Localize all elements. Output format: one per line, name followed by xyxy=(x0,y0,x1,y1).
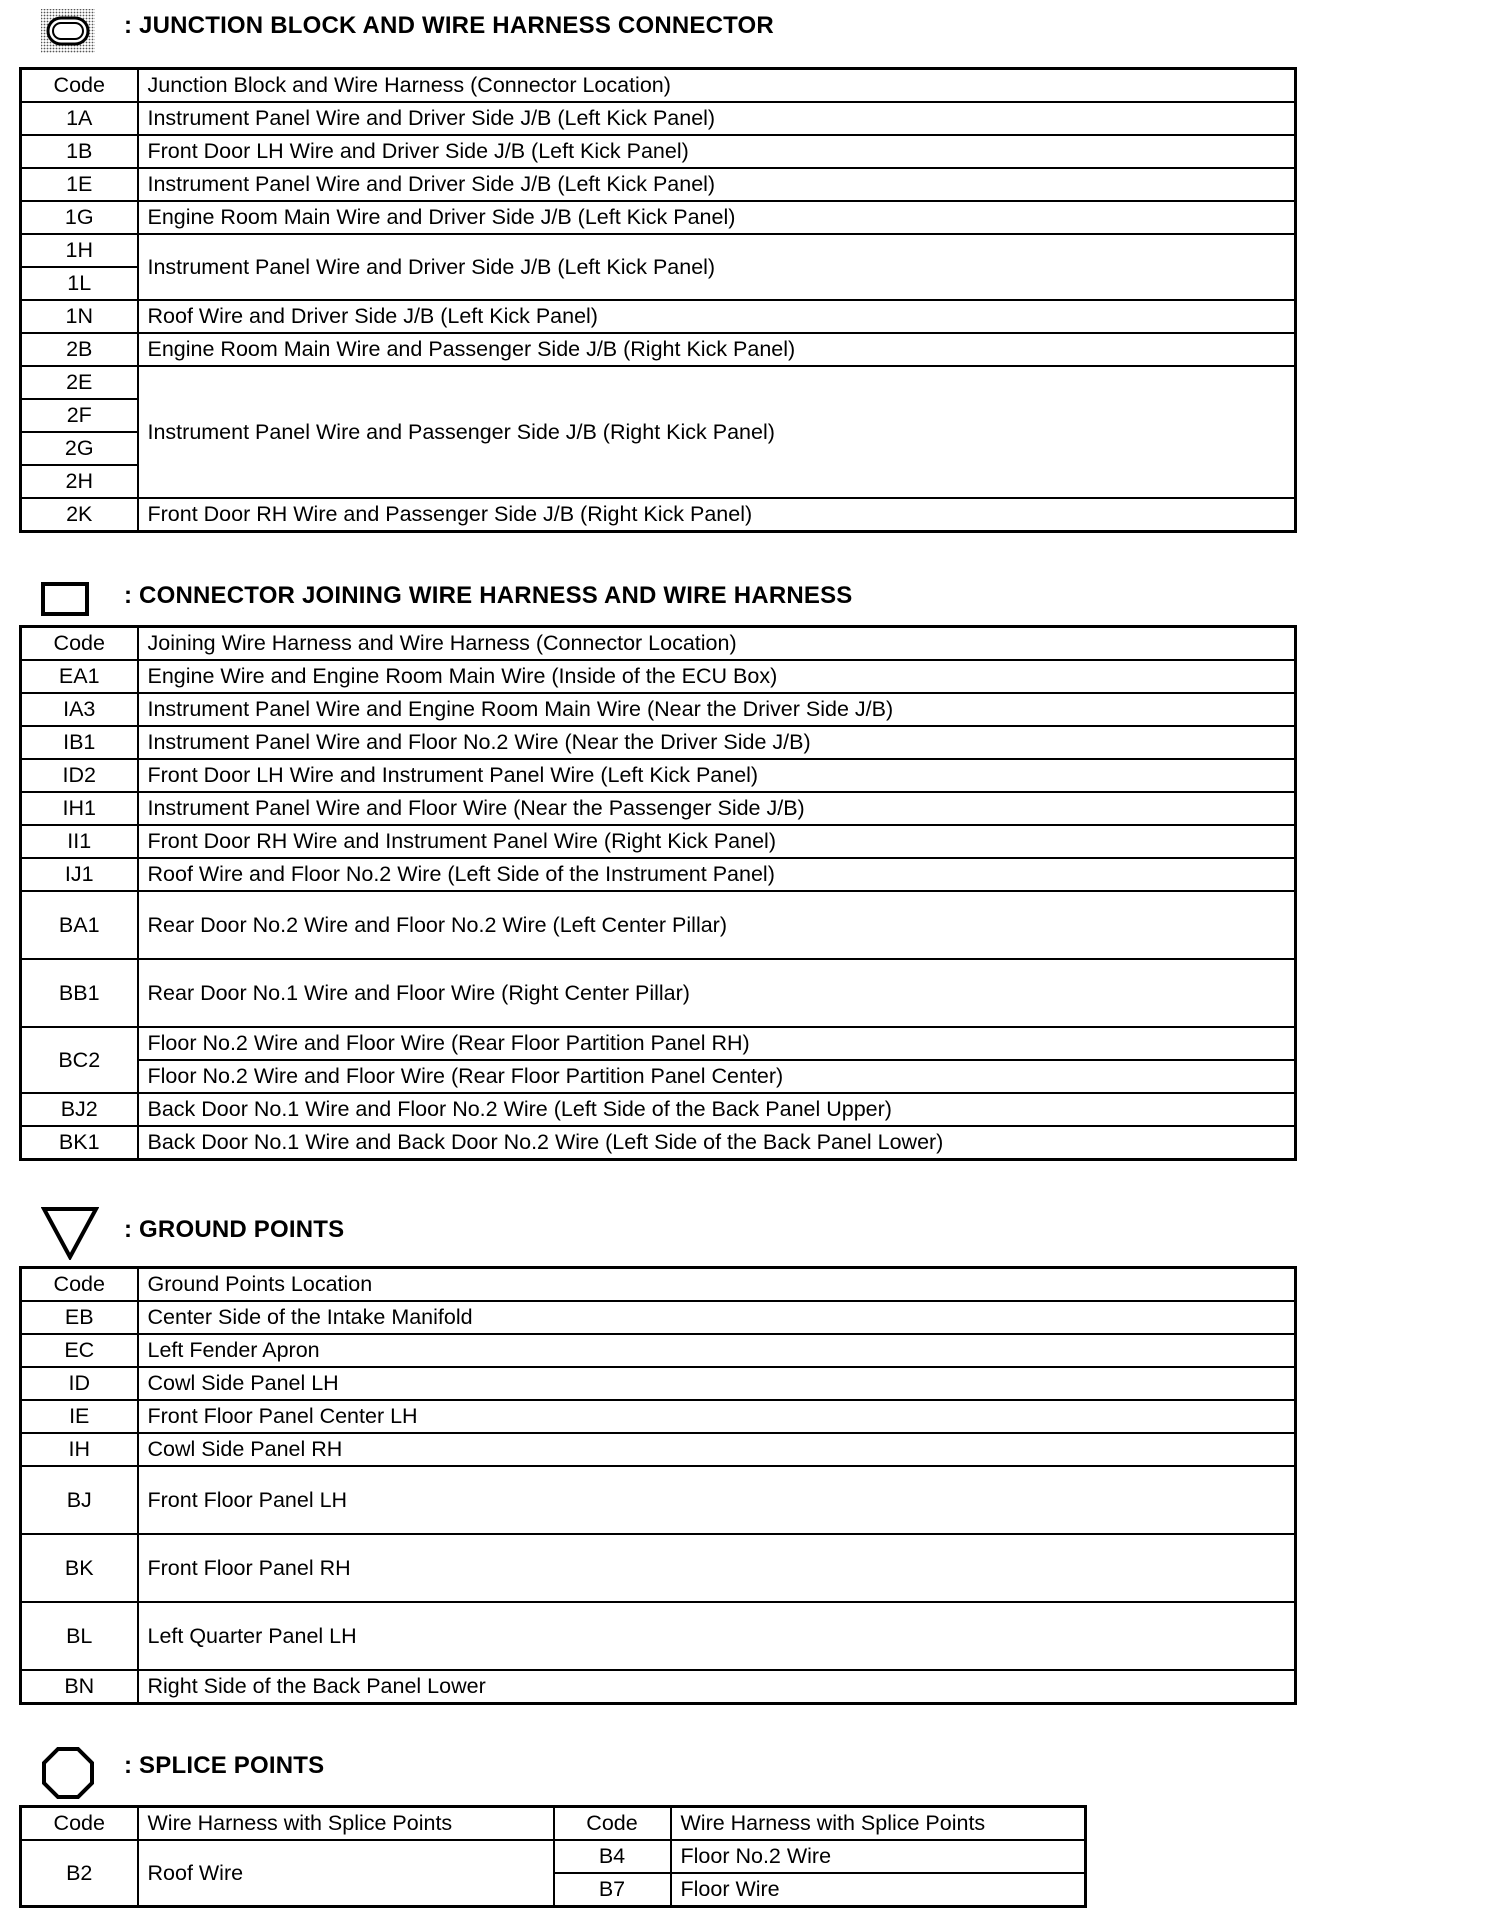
ground-location: Front Floor Panel RH xyxy=(138,1534,1296,1602)
connector-code: BJ2 xyxy=(21,1093,138,1126)
junction-block-title: : JUNCTION BLOCK AND WIRE HARNESS CONNECTOR xyxy=(124,12,774,39)
connector-location: Front Door RH Wire and Instrument Panel Wire (Right Kick Panel) xyxy=(138,825,1296,858)
ground-location: Cowl Side Panel RH xyxy=(138,1433,1296,1466)
table-row xyxy=(21,1670,1296,1704)
splice-code: B2 xyxy=(21,1840,138,1907)
connector-code: 2B xyxy=(21,333,138,366)
table-row xyxy=(21,792,1296,825)
table-row xyxy=(21,300,1296,333)
connector-code: BB1 xyxy=(21,959,138,1027)
ground-location: Center Side of the Intake Manifold xyxy=(138,1301,1296,1334)
ground-location: Right Side of the Back Panel Lower xyxy=(138,1670,1296,1704)
ground-triangle-icon xyxy=(41,1206,99,1260)
table-row xyxy=(21,660,1296,693)
connector-location: Back Door No.1 Wire and Floor No.2 Wire (Left Side of the Back Panel Upper) xyxy=(138,1093,1296,1126)
table-row xyxy=(21,959,1296,1027)
code-column-header: Code xyxy=(21,1268,138,1302)
description-column-header: Ground Points Location xyxy=(138,1268,1296,1302)
connector-location: Floor No.2 Wire and Floor Wire (Rear Floor Partition Panel Center) xyxy=(138,1060,1296,1093)
table-row xyxy=(21,693,1296,726)
connector-code: 2H xyxy=(21,465,138,498)
connector-location: Instrument Panel Wire and Floor Wire (Near the Passenger Side J/B) xyxy=(138,792,1296,825)
connector-location: Front Door LH Wire and Driver Side J/B (Left Kick Panel) xyxy=(138,135,1296,168)
table-row xyxy=(21,1060,1296,1093)
connector-location: Rear Door No.1 Wire and Floor Wire (Right Center Pillar) xyxy=(138,959,1296,1027)
code-column-header: Code xyxy=(21,69,138,103)
ground-code: BL xyxy=(21,1602,138,1670)
ground-location: Left Fender Apron xyxy=(138,1334,1296,1367)
ground-code: ID xyxy=(21,1367,138,1400)
table-row xyxy=(21,1840,1086,1873)
ground-code: EB xyxy=(21,1301,138,1334)
junction-block-table xyxy=(19,67,1297,533)
connector-location: Instrument Panel Wire and Passenger Side J/B (Right Kick Panel) xyxy=(138,366,1296,498)
connector-code: 1H xyxy=(21,234,138,267)
description-column-header: Junction Block and Wire Harness (Connector Location) xyxy=(138,69,1296,103)
connector-location: Instrument Panel Wire and Floor No.2 Wire (Near the Driver Side J/B) xyxy=(138,726,1296,759)
table-row xyxy=(21,1126,1296,1160)
description-column-header: Wire Harness with Splice Points xyxy=(671,1807,1086,1841)
ground-points-title: : GROUND POINTS xyxy=(124,1216,345,1243)
splice-wire-harness: Roof Wire xyxy=(138,1840,554,1907)
connector-box-icon xyxy=(41,582,89,616)
table-row xyxy=(21,1400,1296,1433)
connector-code: 1G xyxy=(21,201,138,234)
splice-points-title: : SPLICE POINTS xyxy=(124,1752,325,1779)
table-row xyxy=(21,498,1296,532)
connector-code: 2K xyxy=(21,498,138,532)
description-column-header: Joining Wire Harness and Wire Harness (Connector Location) xyxy=(138,627,1296,661)
table-row xyxy=(21,1534,1296,1602)
table-row xyxy=(21,366,1296,399)
table-row xyxy=(21,234,1296,267)
connector-location: Roof Wire and Driver Side J/B (Left Kick Panel) xyxy=(138,300,1296,333)
splice-wire-harness: Floor Wire xyxy=(671,1873,1086,1907)
table-row xyxy=(21,1093,1296,1126)
table-row xyxy=(21,1301,1296,1334)
table-header-row xyxy=(21,69,1296,103)
table-row xyxy=(21,201,1296,234)
connector-location: Floor No.2 Wire and Floor Wire (Rear Floor Partition Panel RH) xyxy=(138,1027,1296,1060)
connector-code: EA1 xyxy=(21,660,138,693)
connector-code: BK1 xyxy=(21,1126,138,1160)
connector-location: Front Door LH Wire and Instrument Panel Wire (Left Kick Panel) xyxy=(138,759,1296,792)
ground-code: IH xyxy=(21,1433,138,1466)
connector-code: IB1 xyxy=(21,726,138,759)
ground-code: IE xyxy=(21,1400,138,1433)
connector-location: Instrument Panel Wire and Engine Room Main Wire (Near the Driver Side J/B) xyxy=(138,693,1296,726)
connector-code: ID2 xyxy=(21,759,138,792)
connector-code: IH1 xyxy=(21,792,138,825)
table-row xyxy=(21,759,1296,792)
connector-code: II1 xyxy=(21,825,138,858)
connector-location: Back Door No.1 Wire and Back Door No.2 Wire (Left Side of the Back Panel Lower) xyxy=(138,1126,1296,1160)
table-row xyxy=(21,1334,1296,1367)
ground-location: Front Floor Panel Center LH xyxy=(138,1400,1296,1433)
splice-points-section-header xyxy=(0,1742,1300,1792)
table-row xyxy=(21,891,1296,959)
connector-code: 2E xyxy=(21,366,138,399)
ground-location: Cowl Side Panel LH xyxy=(138,1367,1296,1400)
splice-octagon-icon xyxy=(41,1746,95,1800)
code-column-header: Code xyxy=(21,1807,138,1841)
code-column-header: Code xyxy=(554,1807,671,1841)
table-header-row xyxy=(21,627,1296,661)
connector-code: 1A xyxy=(21,102,138,135)
connector-location: Rear Door No.2 Wire and Floor No.2 Wire (Left Center Pillar) xyxy=(138,891,1296,959)
connector-location: Instrument Panel Wire and Driver Side J/B (Left Kick Panel) xyxy=(138,168,1296,201)
table-row xyxy=(21,1466,1296,1534)
junction-block-icon xyxy=(40,8,96,54)
connector-location: Instrument Panel Wire and Driver Side J/B (Left Kick Panel) xyxy=(138,102,1296,135)
connector-code: 1L xyxy=(21,267,138,300)
description-column-header: Wire Harness with Splice Points xyxy=(138,1807,554,1841)
table-row xyxy=(21,1433,1296,1466)
table-header-row xyxy=(21,1268,1296,1302)
connector-code: BC2 xyxy=(21,1027,138,1093)
connector-location: Roof Wire and Floor No.2 Wire (Left Side of the Instrument Panel) xyxy=(138,858,1296,891)
connector-code: 1N xyxy=(21,300,138,333)
connector-code: IA3 xyxy=(21,693,138,726)
joining-connector-title: : CONNECTOR JOINING WIRE HARNESS AND WIRE HARNESS xyxy=(124,582,853,609)
splice-code: B4 xyxy=(554,1840,671,1873)
connector-location: Engine Wire and Engine Room Main Wire (Inside of the ECU Box) xyxy=(138,660,1296,693)
ground-points-section-header xyxy=(0,1204,1300,1254)
table-row xyxy=(21,825,1296,858)
table-row xyxy=(21,168,1296,201)
ground-points-table xyxy=(19,1266,1297,1705)
connector-location: Instrument Panel Wire and Driver Side J/B (Left Kick Panel) xyxy=(138,234,1296,300)
table-row xyxy=(21,858,1296,891)
code-column-header: Code xyxy=(21,627,138,661)
table-header-row xyxy=(21,1807,1086,1841)
joining-connector-section-header xyxy=(0,568,1300,618)
connector-code: 2G xyxy=(21,432,138,465)
splice-wire-harness: Floor No.2 Wire xyxy=(671,1840,1086,1873)
connector-location: Engine Room Main Wire and Driver Side J/B (Left Kick Panel) xyxy=(138,201,1296,234)
ground-code: BN xyxy=(21,1670,138,1704)
ground-code: BJ xyxy=(21,1466,138,1534)
connector-code: 1B xyxy=(21,135,138,168)
table-row xyxy=(21,1367,1296,1400)
connector-location: Engine Room Main Wire and Passenger Side J/B (Right Kick Panel) xyxy=(138,333,1296,366)
table-row xyxy=(21,726,1296,759)
table-row xyxy=(21,1027,1296,1060)
table-row xyxy=(21,1602,1296,1670)
ground-location: Front Floor Panel LH xyxy=(138,1466,1296,1534)
splice-points-table xyxy=(19,1805,1087,1908)
splice-code: B7 xyxy=(554,1873,671,1907)
connector-code: 1E xyxy=(21,168,138,201)
ground-location: Left Quarter Panel LH xyxy=(138,1602,1296,1670)
ground-code: EC xyxy=(21,1334,138,1367)
table-row xyxy=(21,333,1296,366)
junction-block-section-header xyxy=(0,0,1300,50)
table-row xyxy=(21,102,1296,135)
connector-code: IJ1 xyxy=(21,858,138,891)
joining-connector-table xyxy=(19,625,1297,1161)
ground-code: BK xyxy=(21,1534,138,1602)
table-row xyxy=(21,135,1296,168)
connector-code: BA1 xyxy=(21,891,138,959)
connector-location: Front Door RH Wire and Passenger Side J/B (Right Kick Panel) xyxy=(138,498,1296,532)
connector-code: 2F xyxy=(21,399,138,432)
